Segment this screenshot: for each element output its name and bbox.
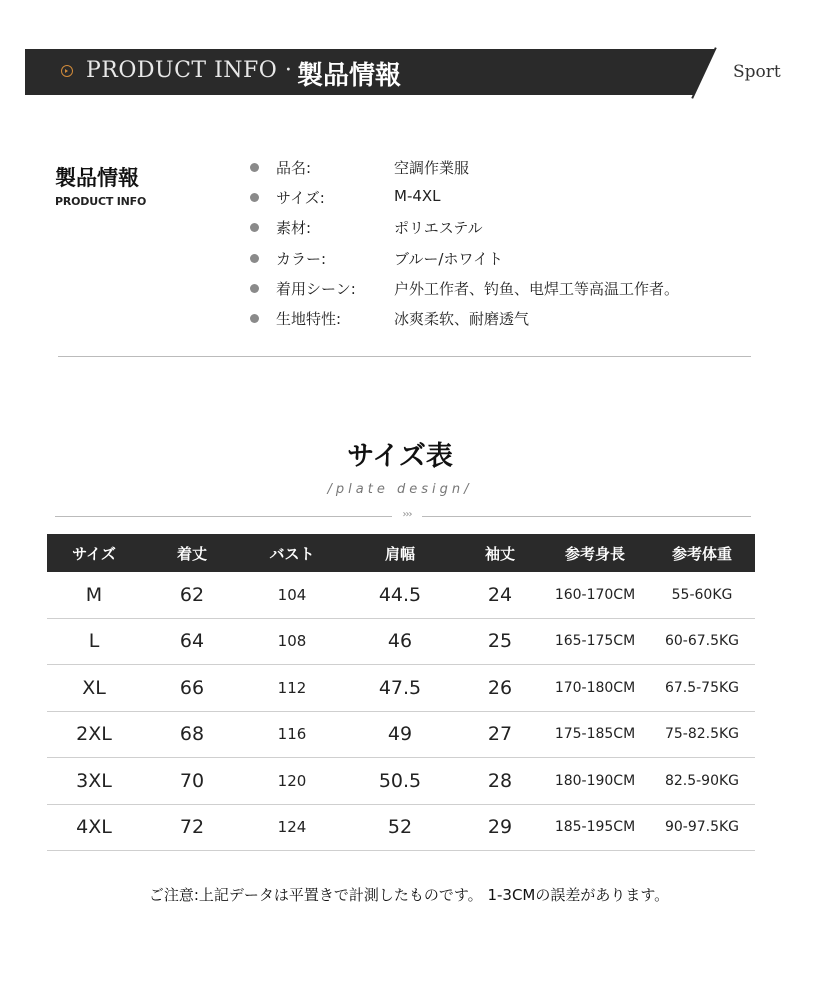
- table-cell: 82.5-90KG: [649, 758, 755, 805]
- product-info-heading-en: PRODUCT INFO: [55, 195, 147, 208]
- table-cell: 3XL: [47, 758, 141, 805]
- table-cell: 175-185CM: [541, 711, 649, 758]
- spec-value: ポリエステル: [394, 219, 483, 238]
- table-cell: 26: [459, 665, 541, 712]
- bullet-dot-icon: [250, 284, 259, 293]
- table-cell: 112: [243, 665, 341, 712]
- table-cell: 52: [341, 804, 459, 851]
- table-cell: 165-175CM: [541, 618, 649, 665]
- column-header: サイズ: [47, 534, 141, 572]
- table-cell: 60-67.5KG: [649, 618, 755, 665]
- table-cell: XL: [47, 665, 141, 712]
- spec-value: 空調作業服: [394, 159, 470, 177]
- table-cell: 62: [141, 572, 243, 618]
- column-header: 着丈: [141, 534, 243, 572]
- table-row: [47, 804, 755, 851]
- bullet-dot-icon: [250, 223, 259, 232]
- size-table: [47, 534, 755, 851]
- table-cell: 104: [243, 572, 341, 618]
- table-cell: 49: [341, 711, 459, 758]
- table-cell: 2XL: [47, 711, 141, 758]
- table-cell: 180-190CM: [541, 758, 649, 805]
- table-cell: 185-195CM: [541, 804, 649, 851]
- spec-value: M-4XL: [394, 187, 441, 206]
- column-header: 袖丈: [459, 534, 541, 572]
- table-cell: 29: [459, 804, 541, 851]
- chevron-right-icon: ›››: [392, 509, 422, 520]
- column-header: バスト: [243, 534, 341, 572]
- product-info-heading: [55, 162, 146, 208]
- bullet-dot-icon: [250, 163, 259, 172]
- spec-row: [246, 213, 766, 243]
- size-chart-title: サイズ表: [347, 441, 453, 472]
- spec-row: [246, 183, 766, 213]
- table-cell: 4XL: [47, 804, 141, 851]
- spec-value: ブルー/ホワイト: [394, 249, 504, 268]
- table-cell: 55-60KG: [649, 572, 755, 618]
- table-row: [47, 618, 755, 665]
- table-cell: 66: [141, 665, 243, 712]
- banner-jp-title: 製品情報: [297, 61, 402, 91]
- spec-label: カラー:: [276, 249, 327, 268]
- bullet-dot-icon: [250, 314, 259, 323]
- table-cell: 68: [141, 711, 243, 758]
- table-cell: 27: [459, 711, 541, 758]
- spec-label: 素材:: [276, 219, 312, 238]
- measurement-note: ご注意:上記データは平置きで計測したものです。 1-3CMの誤差があります。: [148, 886, 670, 904]
- table-cell: 44.5: [341, 572, 459, 618]
- table-cell: 75-82.5KG: [649, 711, 755, 758]
- table-row: [47, 758, 755, 805]
- table-cell: 90-97.5KG: [649, 804, 755, 851]
- bullet-dot-icon: [250, 193, 259, 202]
- spec-value: 户外工作者、钓鱼、电焊工等高温工作者。: [394, 279, 680, 298]
- table-cell: M: [47, 572, 141, 618]
- spec-label: 品名:: [276, 159, 312, 177]
- column-header: 参考体重: [649, 534, 755, 572]
- spec-row: [246, 274, 766, 304]
- table-row: [47, 711, 755, 758]
- bullet-dot-icon: [250, 254, 259, 263]
- spec-value: 冰爽柔软、耐磨透气: [394, 309, 530, 328]
- spec-label: 生地特性:: [276, 309, 342, 328]
- table-row: [47, 665, 755, 712]
- table-cell: 64: [141, 618, 243, 665]
- banner-en-title: PRODUCT INFO ·: [86, 58, 293, 83]
- table-row: [47, 572, 755, 618]
- spec-row: [246, 244, 766, 274]
- table-cell: 25: [459, 618, 541, 665]
- table-cell: 67.5-75KG: [649, 665, 755, 712]
- header-banner: [25, 49, 781, 95]
- column-header: 参考身長: [541, 534, 649, 572]
- table-cell: 170-180CM: [541, 665, 649, 712]
- spec-row: [246, 153, 766, 183]
- spec-label: 着用シーン:: [276, 279, 356, 298]
- table-cell: 124: [243, 804, 341, 851]
- table-cell: 160-170CM: [541, 572, 649, 618]
- table-cell: L: [47, 618, 141, 665]
- product-info-heading-jp: 製品情報: [55, 166, 139, 190]
- table-cell: 24: [459, 572, 541, 618]
- table-cell: 50.5: [341, 758, 459, 805]
- table-cell: 120: [243, 758, 341, 805]
- size-chart-subtitle: /plate design/: [327, 482, 473, 497]
- table-cell: 108: [243, 618, 341, 665]
- spec-label: サイズ:: [276, 189, 325, 208]
- spec-row: [246, 304, 766, 334]
- section-divider: [58, 356, 751, 357]
- table-cell: 72: [141, 804, 243, 851]
- table-header-row: [47, 534, 755, 572]
- table-cell: 47.5: [341, 665, 459, 712]
- banner-tag: Sport: [733, 62, 781, 82]
- spec-list: [246, 153, 766, 334]
- table-cell: 46: [341, 618, 459, 665]
- play-circle-icon: [61, 65, 73, 77]
- table-cell: 116: [243, 711, 341, 758]
- table-cell: 28: [459, 758, 541, 805]
- column-header: 肩幅: [341, 534, 459, 572]
- table-cell: 70: [141, 758, 243, 805]
